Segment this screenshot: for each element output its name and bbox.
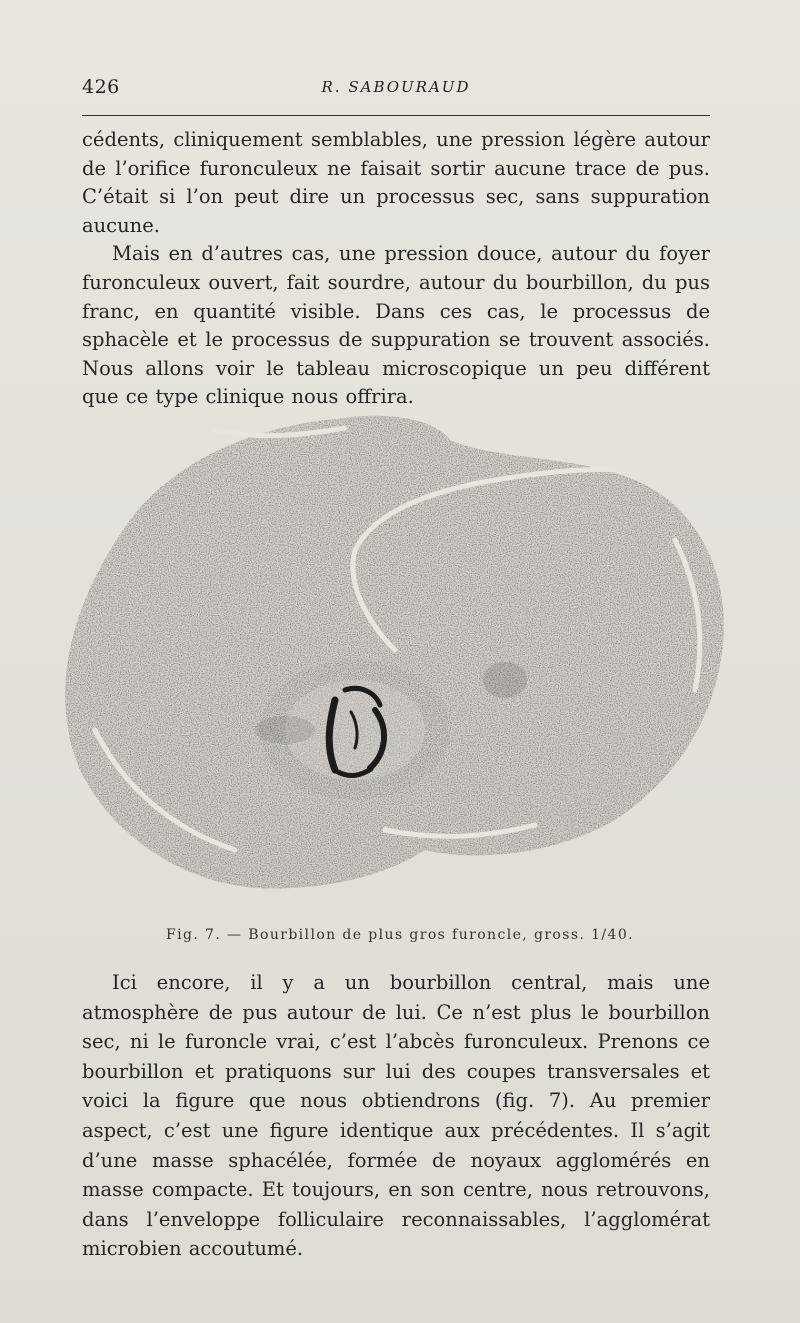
- paragraph-second: Mais en d’autres cas, une pression douce, autour du foyer furonculeux ouvert, fait sourdre, autour du bourbillon, du pus franc, en quantité visible. Dans ces cas, le processus de sphacèle et le processus de suppuration se trouvent associés. Nous allons voir le tableau microscopique un peu différent que ce type clinique nous offrira.: [82, 242, 710, 409]
- micrograph-figure: [55, 400, 745, 905]
- paragraph-third: Ici encore, il y a un bourbillon central, mais une atmosphère de pus autour de lui. Ce n’est plus le bourbillon sec, ni le furoncle vrai, c’est l’abcès furonculeux. Prenons ce bourbillon et pratiquons sur lui des coupes transversales et voici la figure que nous obtiendrons (fig. 7). Au premier aspect, c’est une figure identique aux précédentes. Il s’agit d’une masse sphacélée, formée de noyaux agglomérés en masse compacte. Et toujours, en son centre, nous retrouvons, dans l’enveloppe folliculaire reconnaissables, l’agglomérat microbien accoutumé.: [82, 971, 710, 1261]
- text-block-top: [82, 126, 710, 412]
- text-block-bottom: [82, 968, 710, 1264]
- header-rule: [82, 115, 710, 116]
- page-header: [82, 76, 710, 102]
- running-head: R. SABOURAUD: [321, 78, 471, 96]
- page-number: 426: [82, 76, 120, 98]
- figure-caption: Fig. 7. — Bourbillon de plus gros furoncle, gross. 1/40.: [165, 927, 634, 943]
- paragraph-continuation: cédents, cliniquement semblables, une pression légère autour de l’orifice furonculeux ne faisait sortir aucune trace de pus. C’était si l’on peut dire un processus sec, sans suppuration aucune.: [82, 128, 710, 237]
